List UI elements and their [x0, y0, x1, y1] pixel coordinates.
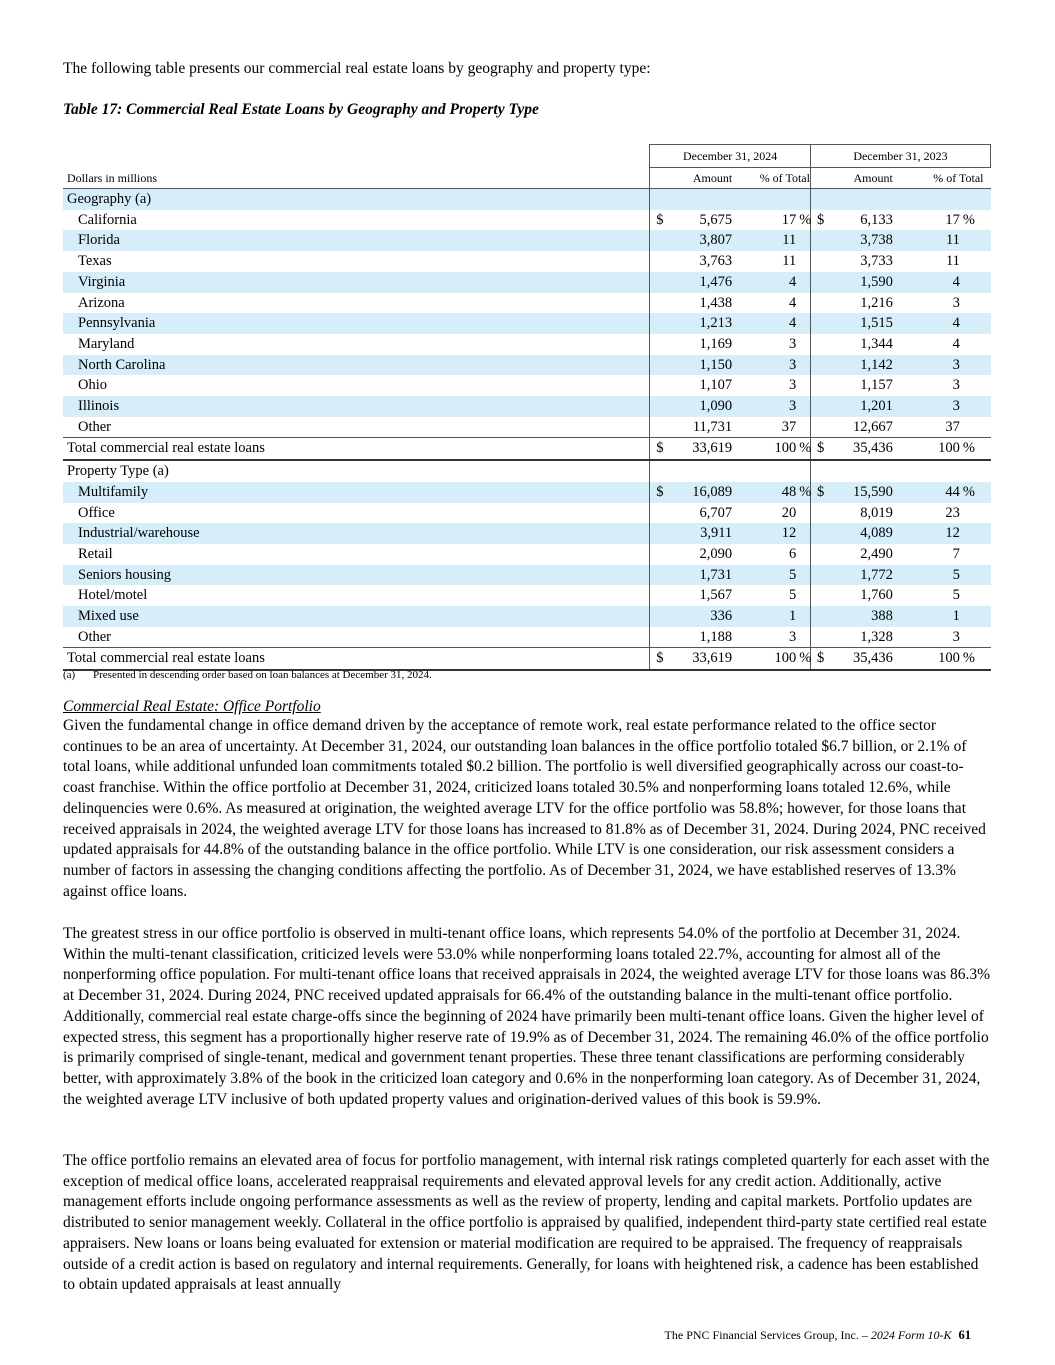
row-label: North Carolina — [63, 355, 650, 376]
row-label: Virginia — [63, 272, 650, 293]
row-label: Texas — [78, 253, 112, 270]
pct-2024: 11 — [782, 253, 797, 270]
amount-2024: 5,675 — [699, 211, 733, 228]
pct-2024: 37 — [781, 418, 797, 435]
dollar-sign — [650, 417, 678, 438]
table-footnote — [63, 669, 432, 681]
dollar-sign — [650, 627, 678, 648]
pct-sign — [960, 375, 991, 396]
table-row — [63, 355, 991, 376]
pct-sign — [960, 230, 991, 251]
amount-2023: 1,216 — [860, 294, 893, 311]
pct-sign — [796, 355, 810, 376]
dollar-sign: $ — [810, 482, 829, 503]
section-heading: Commercial Real Estate: Office Portfolio — [63, 698, 321, 715]
total-label: Total commercial real estate loans — [63, 648, 650, 670]
table-row — [63, 523, 991, 544]
dollar-sign — [650, 334, 678, 355]
dollar-sign: $ — [810, 210, 829, 231]
amount-2023: 35,436 — [830, 438, 893, 460]
pct-2023: 3 — [952, 294, 960, 311]
amount-2024: 1,090 — [678, 396, 732, 417]
dollar-sign — [650, 396, 678, 417]
dollar-sign — [810, 293, 829, 314]
dollar-sign — [810, 230, 829, 251]
pct-sign — [796, 585, 810, 606]
table-row — [63, 544, 991, 565]
dollar-sign: $ — [650, 482, 678, 503]
amount-2023: 388 — [830, 606, 893, 627]
pct-sign — [796, 627, 810, 648]
table-title: Table 17: Commercial Real Estate Loans by Geography and Property Type — [63, 101, 539, 118]
row-label: Retail — [78, 545, 113, 562]
dollar-sign — [650, 606, 678, 627]
geography-total-row — [63, 438, 991, 460]
dollar-sign — [650, 293, 678, 314]
dollar-sign — [810, 417, 829, 438]
pct-2023: 1 — [893, 606, 960, 627]
amount-2024: 1,169 — [699, 335, 733, 352]
table-row — [63, 375, 991, 396]
amount-2023: 6,133 — [860, 211, 893, 228]
pct-header-2023: % of Total — [893, 168, 991, 189]
table-row — [63, 293, 991, 314]
table-row — [63, 503, 991, 524]
pct-sign — [960, 627, 991, 648]
pct-sign — [796, 503, 810, 524]
pct-sign — [796, 375, 810, 396]
property-heading: Property Type (a) — [67, 463, 169, 480]
amount-2023: 12,667 — [852, 418, 893, 435]
pct-sign — [796, 293, 810, 314]
dollar-sign: $ — [650, 648, 678, 670]
amount-2024: 1,188 — [699, 628, 733, 645]
pct-2023: 3 — [893, 396, 960, 417]
pct-2024: 1 — [732, 606, 796, 627]
paragraph-2: The greatest stress in our office portfolio is observed in multi-tenant office loans, which represents 54.0% of the portfolio at December 31, 2024. Within the multi-tenant classification, criticized levels were 53.0% while nonperforming loans totaled 22.7%, accounting for almost all of the nonperforming office population. For multi-tenant office loans that received appraisals in 2024, the weighted average LTV for those loans was 86.3% at December 31, 2024. During 2024, PNC received updated appraisals for 66.4% of the outstanding balance in the multi-tenant office portfolio. Additionally, commercial real estate charge-offs since the beginning of 2024 have primarily been multi-tenant office loans. Given the higher level of expected stress, this segment has a proportionally higher reserve rate of 19.9% as of December 31, 2024. The remaining 46.0% of the office portfolio is primarily comprised of single-tenant, medical and government tenant properties. These three tenant classifications are performing considerably better, with approximately 3.8% of the book in the criticized loan category and 0.6% in the nonperforming loan category. As of December 31, 2024, the weighted average LTV inclusive of both updated property values and origination-derived values of this book is 59.9%. — [63, 925, 991, 1108]
pct-sign — [960, 585, 991, 606]
pct-2023: 12 — [893, 523, 960, 544]
dollar-sign — [810, 585, 829, 606]
table-row — [63, 334, 991, 355]
pct-sign — [796, 230, 810, 251]
dollar-sign — [810, 251, 829, 272]
row-label: Office — [78, 504, 115, 521]
pct-2024: 20 — [781, 504, 797, 521]
pct-2024: 48 — [732, 482, 796, 503]
pct-2023: 7 — [952, 545, 960, 562]
dollar-sign — [810, 396, 829, 417]
pct-sign — [960, 396, 991, 417]
amount-2023: 3,738 — [830, 230, 893, 251]
pct-2023: 23 — [945, 504, 960, 521]
footer-company: The PNC Financial Services Group, Inc. – — [664, 1328, 868, 1342]
pct-2023: 3 — [952, 628, 960, 645]
amount-2024: 3,763 — [699, 253, 733, 270]
amount-2023: 2,490 — [860, 545, 893, 562]
amount-2024: 1,476 — [678, 272, 732, 293]
pct-2023: 11 — [945, 253, 960, 270]
pct-2024: 5 — [732, 565, 796, 586]
pct-2024: 3 — [788, 335, 797, 352]
pct-2024: 4 — [788, 294, 797, 311]
pct-sign — [796, 313, 810, 334]
amount-header-2024: Amount — [678, 168, 732, 189]
pct-2024: 3 — [788, 628, 797, 645]
dollar-sign — [650, 230, 678, 251]
amount-2024: 11,731 — [692, 418, 733, 435]
dollar-sign — [810, 544, 829, 565]
property-heading-row — [63, 460, 991, 482]
period-header-row — [63, 145, 991, 168]
pct-2023: 5 — [952, 587, 960, 604]
table-row — [63, 627, 991, 648]
table-row — [63, 565, 991, 586]
amount-2023: 1,157 — [860, 377, 893, 394]
pct-sign — [796, 251, 810, 272]
period-2024-header: December 31, 2024 — [650, 145, 811, 168]
pct-2023: 11 — [893, 230, 960, 251]
amount-2023: 15,590 — [830, 482, 893, 503]
amount-2023: 1,515 — [830, 313, 893, 334]
table-row — [63, 251, 991, 272]
amount-2024: 1,438 — [699, 294, 733, 311]
row-label: California — [78, 211, 137, 228]
amount-2023: 1,328 — [860, 628, 893, 645]
amount-2023: 1,142 — [830, 355, 893, 376]
pct-2024: 4 — [732, 272, 796, 293]
dollar-sign — [810, 272, 829, 293]
pct-2024: 100 — [732, 648, 796, 670]
amount-2024: 33,619 — [678, 648, 732, 670]
pct-sign — [960, 565, 991, 586]
pct-sign: % — [799, 211, 812, 228]
pct-2023: 4 — [952, 335, 960, 352]
table-row — [63, 396, 991, 417]
dollar-sign: $ — [810, 438, 829, 460]
amount-2024: 16,089 — [678, 482, 732, 503]
pct-2024: 3 — [732, 396, 796, 417]
pct-sign: % — [796, 438, 810, 460]
amount-2023: 4,089 — [830, 523, 893, 544]
pct-2024: 5 — [788, 587, 797, 604]
pct-2023: 17 — [945, 211, 960, 228]
amount-2024: 6,707 — [699, 504, 733, 521]
pct-2024: 17 — [781, 211, 797, 228]
table-row — [63, 272, 991, 293]
amount-2023: 8,019 — [860, 504, 893, 521]
amount-2024: 1,567 — [699, 587, 733, 604]
row-label: Hotel/motel — [78, 587, 148, 604]
pct-2023: 100 — [893, 648, 960, 670]
pct-sign — [960, 334, 991, 355]
pct-sign — [960, 293, 991, 314]
page-footer — [665, 1328, 971, 1343]
pct-sign: % — [960, 438, 991, 460]
pct-2024: 12 — [732, 523, 796, 544]
amount-2024: 2,090 — [699, 545, 733, 562]
row-label: Illinois — [63, 396, 650, 417]
pct-2024: 3 — [732, 355, 796, 376]
pct-2024: 6 — [788, 545, 797, 562]
pct-sign — [960, 417, 991, 438]
amount-2024: 1,731 — [678, 565, 732, 586]
paragraph-1: Given the fundamental change in office demand driven by the acceptance of remote work, real estate performance related to the office sector continues to be an area of uncertainty. At December 31, 2024, our outstanding loan balances in the office portfolio totaled $6.7 billion, or 2.1% of total loans, while additional unfunded loan commitments totaled $0.2 billion. The portfolio is well diversified geographically across our coast-to-coast franchise. Within the office portfolio at December 31, 2024, criticized loans totaled 30.5% and nonperforming loans totaled 12.6%, while delinquencies were 0.6%. As measured at origination, the weighted average LTV for the office portfolio was 58.8%; however, for those loans that received appraisals in 2024, the weighted average LTV for those loans has increased to 81.8% as of December 31, 2024. During 2024, PNC received updated appraisals for 44.8% of the outstanding balance in the office portfolio. While LTV is one consideration, our risk assessment considers a number of factors in assessing the changing conditions affecting the portfolio. As of December 31, 2024, we have established reserves of 13.3% against office loans. — [63, 717, 986, 900]
amount-2023: 1,344 — [860, 335, 893, 352]
dollar-sign — [810, 313, 829, 334]
dollar-sign — [650, 544, 678, 565]
dollar-sign — [810, 565, 829, 586]
pct-2023: 37 — [945, 418, 960, 435]
amount-2024: 1,150 — [678, 355, 732, 376]
pct-sign — [960, 544, 991, 565]
row-label: Industrial/warehouse — [63, 523, 650, 544]
geography-heading: Geography (a) — [63, 189, 650, 210]
row-label: Maryland — [78, 335, 135, 352]
amount-2023: 1,201 — [830, 396, 893, 417]
row-label: Ohio — [78, 377, 107, 394]
dollar-sign — [810, 355, 829, 376]
pct-sign — [796, 606, 810, 627]
pct-sign — [960, 272, 991, 293]
row-label: Mixed use — [63, 606, 650, 627]
dollar-sign — [650, 313, 678, 334]
pct-2024: 4 — [732, 313, 796, 334]
column-header-row — [63, 168, 991, 189]
pct-sign — [796, 544, 810, 565]
row-label: Pennsylvania — [63, 313, 650, 334]
units-label: Dollars in millions — [63, 168, 650, 189]
pct-sign — [796, 417, 810, 438]
intro-text: The following table presents our commercial real estate loans by geography and property type: — [63, 60, 651, 77]
amount-2024: 3,807 — [678, 230, 732, 251]
pct-2023: 3 — [893, 355, 960, 376]
pct-sign: % — [960, 482, 991, 503]
row-label: Other — [78, 628, 112, 645]
period-2023-header: December 31, 2023 — [810, 145, 990, 168]
pct-sign — [960, 251, 991, 272]
table-row — [63, 230, 991, 251]
pct-sign — [960, 606, 991, 627]
dollar-sign — [650, 251, 678, 272]
dollar-sign — [650, 523, 678, 544]
pct-sign — [960, 355, 991, 376]
pct-sign: % — [962, 211, 976, 228]
dollar-sign — [650, 585, 678, 606]
table-row — [63, 585, 991, 606]
dollar-sign — [650, 503, 678, 524]
amount-2023: 1,760 — [860, 587, 893, 604]
dollar-sign: $ — [650, 438, 678, 460]
pct-sign — [796, 396, 810, 417]
amount-2024: 33,619 — [678, 438, 732, 460]
pct-2024: 100 — [732, 438, 796, 460]
pct-sign — [960, 503, 991, 524]
page-number: 61 — [958, 1328, 971, 1342]
dollar-sign — [810, 627, 829, 648]
amount-header-2023: Amount — [830, 168, 893, 189]
pct-sign — [796, 565, 810, 586]
pct-2023: 3 — [952, 377, 960, 394]
amount-2024: 1,213 — [678, 313, 732, 334]
dollar-sign — [810, 503, 829, 524]
pct-2024: 11 — [732, 230, 796, 251]
amount-2024: 336 — [678, 606, 732, 627]
property-rows — [63, 482, 991, 648]
amount-2023: 3,733 — [860, 253, 893, 270]
pct-2023: 44 — [893, 482, 960, 503]
dollar-sign — [810, 334, 829, 355]
pct-2023: 100 — [893, 438, 960, 460]
pct-sign — [796, 334, 810, 355]
pct-sign — [960, 313, 991, 334]
amount-2023: 1,590 — [830, 272, 893, 293]
pct-sign: % — [960, 648, 991, 670]
dollar-sign — [810, 375, 829, 396]
footnote-mark: (a) — [63, 669, 76, 681]
pct-header-2024: % of Total — [732, 168, 810, 189]
property-total-row — [63, 648, 991, 670]
dollar-sign — [650, 565, 678, 586]
pct-sign — [796, 272, 810, 293]
amount-2023: 35,436 — [830, 648, 893, 670]
pct-2023: 5 — [893, 565, 960, 586]
paragraph-3: The office portfolio remains an elevated area of focus for portfolio management, with internal risk ratings completed quarterly for each asset with the exception of medical office loans, accelerated reappraisal requirements and elevated approval levels for any credit action. Additionally, active management efforts include ongoing performance assessments as well as the review of property, lending and capital markets. Portfolio updates are distributed to senior management weekly. Collateral in the office portfolio is appraised by qualified, independent third-party state certified real estate appraisers. New loans or loans being evaluated for extension or material modification are required to be appraised. The frequency of reappraisals outside of a credit action is based on regulatory and internal requirements. Generally, for loans with heightened risk, a cadence has been established to obtain updated appraisals at least annually — [63, 1152, 990, 1294]
footer-form: 2024 Form 10-K — [870, 1328, 952, 1342]
geography-heading-row — [63, 189, 991, 210]
table-row — [63, 417, 991, 438]
dollar-sign: $ — [810, 648, 829, 670]
dollar-sign — [810, 523, 829, 544]
pct-sign — [960, 523, 991, 544]
table-row — [63, 313, 991, 334]
table-row — [63, 210, 991, 231]
row-label: Arizona — [78, 294, 125, 311]
dollar-sign — [650, 272, 678, 293]
amount-2023: 1,772 — [830, 565, 893, 586]
row-label: Other — [78, 418, 112, 435]
table-row — [63, 482, 991, 503]
pct-sign — [796, 523, 810, 544]
pct-sign: % — [796, 482, 810, 503]
dollar-sign — [810, 606, 829, 627]
pct-2024: 3 — [788, 377, 797, 394]
amount-2024: 3,911 — [678, 523, 732, 544]
cre-loans-table — [63, 144, 991, 671]
table-row — [63, 606, 991, 627]
amount-2024: 1,107 — [699, 377, 733, 394]
dollar-sign — [650, 355, 678, 376]
row-label: Multifamily — [63, 482, 650, 503]
row-label: Florida — [63, 230, 650, 251]
footnote-text: Presented in descending order based on loan balances at December 31, 2024. — [93, 669, 432, 681]
pct-2023: 4 — [893, 313, 960, 334]
total-label: Total commercial real estate loans — [63, 438, 650, 460]
row-label: Seniors housing — [63, 565, 650, 586]
pct-sign: % — [796, 648, 810, 670]
geography-rows — [63, 210, 991, 438]
pct-2023: 4 — [893, 272, 960, 293]
dollar-sign — [650, 375, 678, 396]
dollar-sign: $ — [650, 210, 678, 231]
